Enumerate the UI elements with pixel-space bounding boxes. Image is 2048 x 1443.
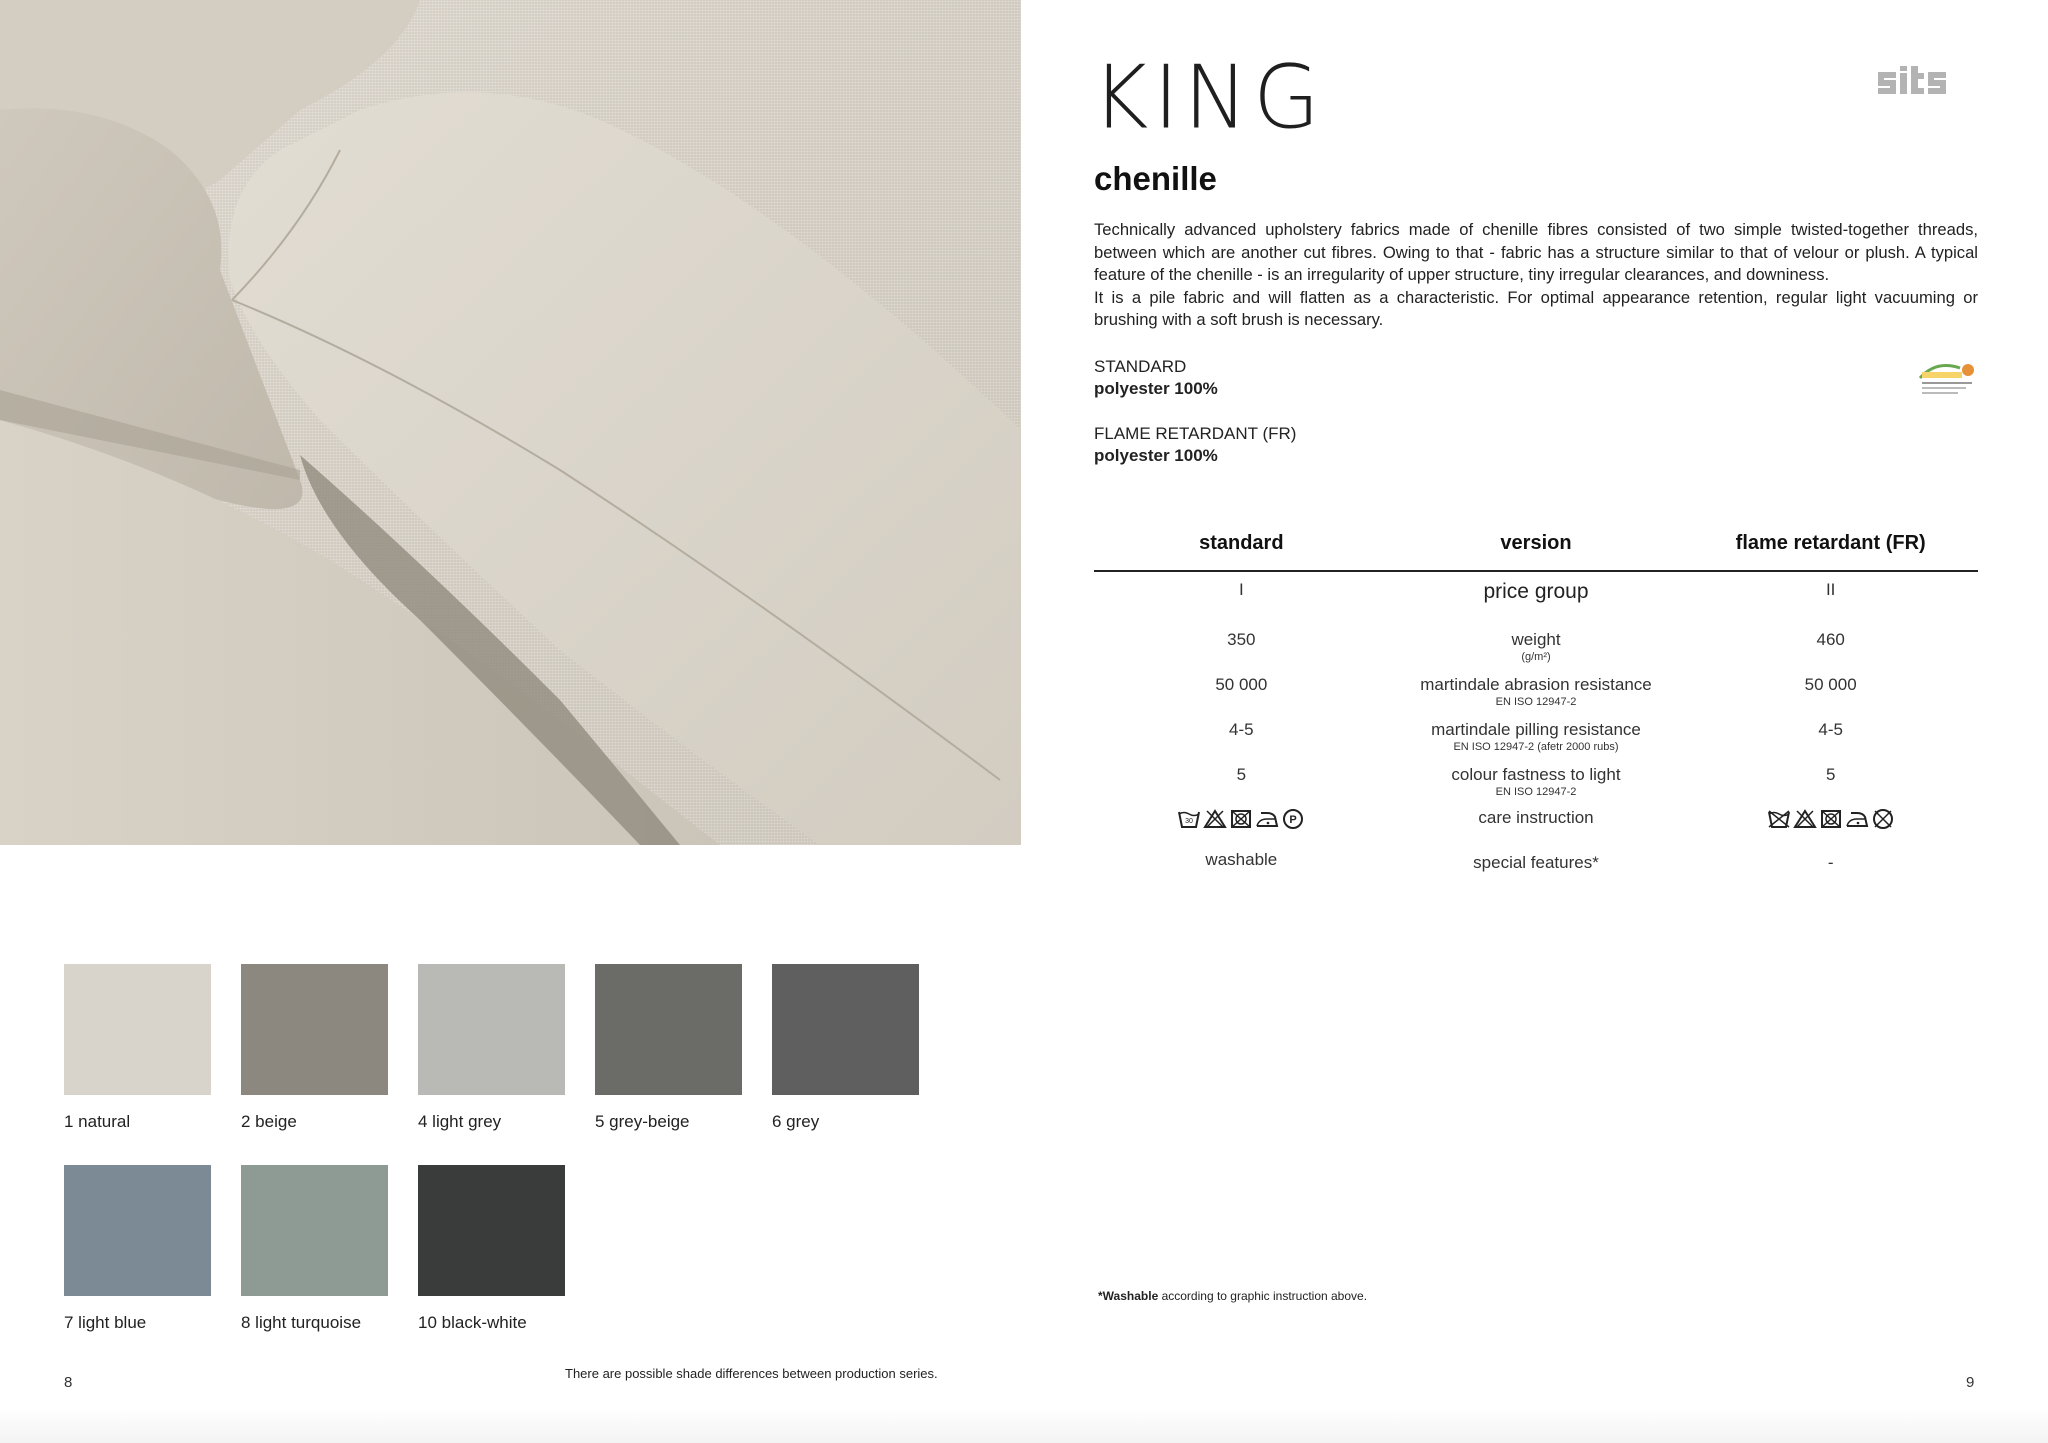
header-version: version — [1500, 532, 1572, 554]
swatch-label: 1 natural — [64, 1112, 131, 1131]
cell-standard: washable — [1205, 850, 1278, 869]
row-special-features — [1094, 850, 1978, 873]
svg-text:30: 30 — [1185, 818, 1194, 825]
spec-table-header — [1094, 532, 1978, 572]
fabric-type: chenille — [1094, 160, 1217, 197]
row-abrasion — [1094, 675, 1978, 708]
composition-standard — [1094, 356, 1218, 400]
page-title: KING — [1092, 47, 1325, 149]
cell-version — [1389, 720, 1684, 753]
cell-version: price group — [1483, 580, 1589, 603]
swatch-2-beige[interactable] — [241, 964, 389, 1132]
cell-standard: I — [1238, 580, 1244, 599]
no-dry-clean-icon — [1871, 808, 1895, 830]
sits-logo — [1876, 64, 1980, 100]
swatch-chip — [772, 964, 919, 1095]
swatch-5-grey-beige[interactable] — [595, 964, 743, 1132]
cell-version: care instruction — [1478, 808, 1594, 827]
no-bleach-icon — [1203, 808, 1227, 830]
cell-fr: 50 000 — [1804, 675, 1857, 694]
row-pilling — [1094, 720, 1978, 753]
dry-clean-p-icon — [1281, 808, 1305, 830]
cell-fr: - — [1827, 853, 1834, 872]
swatch-chip — [241, 1165, 388, 1296]
fabric-photo — [0, 0, 1021, 845]
swatch-label: 4 light grey — [418, 1112, 502, 1131]
cell-version — [1389, 630, 1684, 663]
no-bleach-icon — [1793, 808, 1817, 830]
header-standard: standard — [1199, 532, 1284, 554]
cell-fr: II — [1825, 580, 1836, 599]
swatch-label: 7 light blue — [64, 1313, 147, 1332]
page-bottom-edge — [0, 1408, 2048, 1443]
svg-text:P: P — [1289, 814, 1297, 826]
no-tumble-dry-icon — [1229, 808, 1253, 830]
swatch-chip — [64, 964, 211, 1095]
composition-value: polyester 100% — [1094, 446, 1218, 465]
cell-version — [1389, 765, 1684, 798]
cell-version-main: colour fastness to light — [1451, 765, 1621, 784]
swatch-label: 10 black-white — [418, 1313, 527, 1332]
composition-value: polyester 100% — [1094, 379, 1218, 398]
header-fr: flame retardant (FR) — [1735, 532, 1926, 554]
swatch-8-light-turquoise[interactable] — [241, 1165, 389, 1333]
cell-standard: 50 000 — [1215, 675, 1268, 694]
cell-version-sub: EN ISO 12947-2 — [1495, 786, 1577, 798]
swatch-label: 6 grey — [772, 1112, 820, 1131]
footnote-bold: *Washable — [1098, 1289, 1159, 1303]
cell-standard-care-icons — [1094, 808, 1389, 830]
cushion-illustration — [0, 0, 1021, 845]
cell-fr: 4-5 — [1818, 720, 1843, 739]
footnote — [1098, 1289, 1367, 1303]
swatch-4-light-grey[interactable] — [418, 964, 566, 1132]
cell-version-sub: EN ISO 12947-2 — [1495, 696, 1577, 708]
page-number-right: 9 — [1966, 1374, 1975, 1391]
spec-table — [1094, 532, 1978, 872]
cell-version-main: weight — [1511, 630, 1561, 649]
cell-version-sub: (g/m²) — [1521, 651, 1551, 663]
swatch-chip — [64, 1165, 211, 1296]
no-tumble-dry-icon — [1819, 808, 1843, 830]
page-number-left: 8 — [64, 1374, 73, 1391]
iron-low-icon — [1845, 808, 1869, 830]
row-weight — [1094, 630, 1978, 663]
description-paragraph: It is a pile fabric and will flatten as a characteristic. For optimal appearance retention, regular light vacuuming or brushing with a soft brush is necessary. — [1094, 287, 1978, 329]
cell-version-main: martindale abrasion resistance — [1420, 675, 1652, 694]
cell-version-sub: EN ISO 12947-2 (afetr 2000 rubs) — [1453, 741, 1619, 753]
wash-30-icon — [1177, 808, 1201, 830]
composition-label: FLAME RETARDANT (FR) — [1094, 424, 1297, 443]
swatch-label: 5 grey-beige — [595, 1112, 690, 1131]
swatch-chip — [418, 964, 565, 1095]
cell-fr: 460 — [1816, 630, 1845, 649]
cell-fr: 5 — [1825, 765, 1836, 784]
row-colour-fastness — [1094, 765, 1978, 798]
composition-label: STANDARD — [1094, 357, 1187, 376]
cell-fr-care-icons — [1683, 808, 1978, 830]
iron-low-icon — [1255, 808, 1279, 830]
description-paragraph: Technically advanced upholstery fabrics made of chenille fibres consisted of two simple twisted-together threads, between which are another cut fibres. Owing to that - fabric has a structure similar to that of velour or plush. A typical feature of the chenille - is an irregularity of upper structure, tiny irregular clearances, and downiness. — [1094, 220, 1978, 284]
swatch-label: 2 beige — [241, 1112, 297, 1131]
swatch-chip — [595, 964, 742, 1095]
composition-fr — [1094, 423, 1296, 467]
cell-version: special features* — [1473, 853, 1599, 872]
cell-version — [1389, 675, 1684, 708]
swatch-10-black-white[interactable] — [418, 1165, 566, 1333]
cell-standard: 4-5 — [1229, 720, 1254, 739]
cell-standard: 350 — [1227, 630, 1256, 649]
row-care — [1094, 808, 1978, 830]
no-wash-icon — [1767, 808, 1791, 830]
row-price-group — [1094, 580, 1978, 604]
swatch-chip — [418, 1165, 565, 1296]
oeko-tex-label-icon — [1916, 358, 1978, 398]
cell-standard: 5 — [1236, 765, 1247, 784]
swatch-1-natural[interactable] — [64, 964, 212, 1132]
swatch-chip — [241, 964, 388, 1095]
swatch-label: 8 light turquoise — [241, 1313, 362, 1332]
footnote-text: according to graphic instruction above. — [1158, 1289, 1368, 1303]
description — [1094, 219, 1978, 332]
swatch-7-light-blue[interactable] — [64, 1165, 212, 1333]
swatch-6-grey[interactable] — [772, 964, 920, 1132]
cell-version-main: martindale pilling resistance — [1431, 720, 1641, 739]
shade-note: There are possible shade differences between production series. — [565, 1366, 938, 1381]
